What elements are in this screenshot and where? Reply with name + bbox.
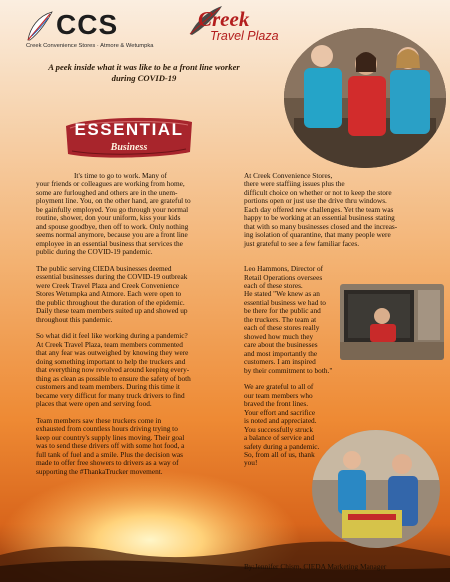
text-line: thing as clean as possible to ensure the safety of both [36,373,191,383]
text-line: full tank of fuel and a smile. Plus the decision was [36,449,183,459]
text-line: customers. I am inspired [244,357,316,367]
text-line: a balance of service and [244,433,315,443]
text-line: our team members who [244,390,313,400]
creek-logo-word: Creek [198,7,250,31]
text-line: It's time to go to work. Many of [74,171,167,180]
paragraph [36,417,268,476]
text-line: care about the businesses [244,340,318,350]
text-line: portions open or just use the drive thru windows. [244,196,387,206]
ccs-logo-text: CCS [56,9,119,40]
text-line: public during the COVID-19 pandemic. [36,247,153,257]
text-line: some are furloughed and others are in the unem- [36,187,178,197]
text-line: customers and team members. During this time it [36,382,180,392]
text-line: be there for the public and [244,306,321,316]
badge-subtitle: Business [110,142,148,153]
team-members-photo [284,28,446,168]
article-subtitle [20,62,268,84]
text-line: became very difficut for many truck drivers to find [36,390,185,400]
text-line: keep our country's supply lines moving. Their goal [36,432,185,442]
text-line: happy to be working at an essential business stating [244,213,395,223]
paragraph [36,332,268,408]
text-line: is noted and appreciated. [244,416,317,426]
text-line: be gainfully employed. You go through your normal [36,204,189,214]
text-line: Each day offered new challenges. Yet the team was [244,204,394,214]
text-line: Stores Wetumpka and Atmore. Each were open to [36,289,182,299]
text-line: Daily these team members suited up and showed up [36,306,188,316]
text-line: At Creek Travel Plaza, team members commented [36,339,183,349]
text-line: the truckers. The team at [244,314,317,324]
text-line: doing something important to help the truckers and [36,356,186,366]
text-line: safety during a pandemic. [244,441,320,451]
text-line: you! [244,458,258,468]
text-line: The public serving CIEDA businesses deemed [36,263,172,273]
creek-travel-plaza-logo [186,4,304,64]
feather-icon [22,10,56,44]
text-line: that any fear was outweighed by knowing they were [36,348,189,358]
subtitle-line: A peek inside what it was like to be a front line worker [48,62,240,72]
text-line: We are grateful to all of [244,382,314,392]
text-line: You successfully struck [244,424,313,434]
paragraph [244,383,444,468]
text-line: Leo Hammons, Director of [244,264,324,274]
text-line: there were staffiing issues plus the [244,179,345,189]
text-line: throughout this pandemic. [36,314,113,324]
text-line: that with so many businesses closed and the increas- [244,221,398,231]
text-line: difficult choice on whether or not to keep the store [244,187,392,197]
ccs-logo-subtitle: Creek Convenience Stores · Atmore & Wetumpka [26,43,154,49]
travel-plaza-logo-word: Travel Plaza [210,29,279,43]
subtitle-line: during COVID-19 [111,73,177,83]
text-line: ployment line. You, on the other hand, are grateful to [36,196,191,206]
paragraph [244,172,444,248]
text-line: each of these stores. [244,280,303,290]
text-line: seems normal anymore, because you are a front line [36,230,188,240]
text-line: He stated "We knew as an [244,289,320,299]
text-line: places that were open and serving food. [36,399,152,409]
paragraph [36,265,268,324]
text-line: So, from all of us, thank [244,449,315,459]
text-line: Retail Operations oversees [244,272,323,282]
paragraph [36,172,268,257]
text-line: So what did it feel like working during a pandemic? [36,331,188,341]
ccs-logo [10,6,180,62]
essential-business-badge [62,112,196,164]
paragraph [244,265,444,375]
text-line: exhausted from countless hours driving trying to [36,424,178,434]
text-line: and most importantly the [244,348,318,358]
text-line: Team members saw these truckers come in [36,415,162,425]
left-text-column [36,172,268,485]
text-line: your friends or colleagues are working from home, [36,179,185,189]
badge-title: ESSENTIAL [74,120,184,139]
text-line: made to offer free showers to drivers as a way of [36,458,179,468]
text-line: just grateful to see a few familiar faces. [244,238,360,248]
right-text-column [244,172,444,476]
text-line: each of these stores really [244,323,320,333]
text-line: At Creek Convenience Stores, [244,171,333,180]
text-line: and spouse goodbye, then off to work. Only nothing [36,221,189,231]
text-line: employee in an essential business that services the [36,238,183,248]
article-byline: By:Jennifer Chism, CIEDA Marketing Manager [244,562,387,571]
text-line: that everything now revolved around keeping every- [36,365,190,375]
text-line: was to send these drivers off with some hot food, a [36,441,185,451]
text-line: essential business we had to [244,297,326,307]
text-line: showed how much they [244,331,314,341]
text-line: by their commitment to both." [244,365,333,375]
text-line: braved the front lines. [244,399,309,409]
text-line: essential businesses during the COVID-19 outbreak [36,272,188,282]
text-line: supporting the #ThankaTrucker movement. [36,466,163,476]
text-line: the public throughout the duration of the epidemic. [36,297,185,307]
text-line: Your effort and sacrifice [244,407,316,417]
text-line: ing isolation of quarantine, that many people were [244,230,391,240]
text-line: routine, shower, don your uniform, kiss your kids [36,213,181,223]
text-line: were Creek Travel Plaza and Creek Convenience [36,280,180,290]
